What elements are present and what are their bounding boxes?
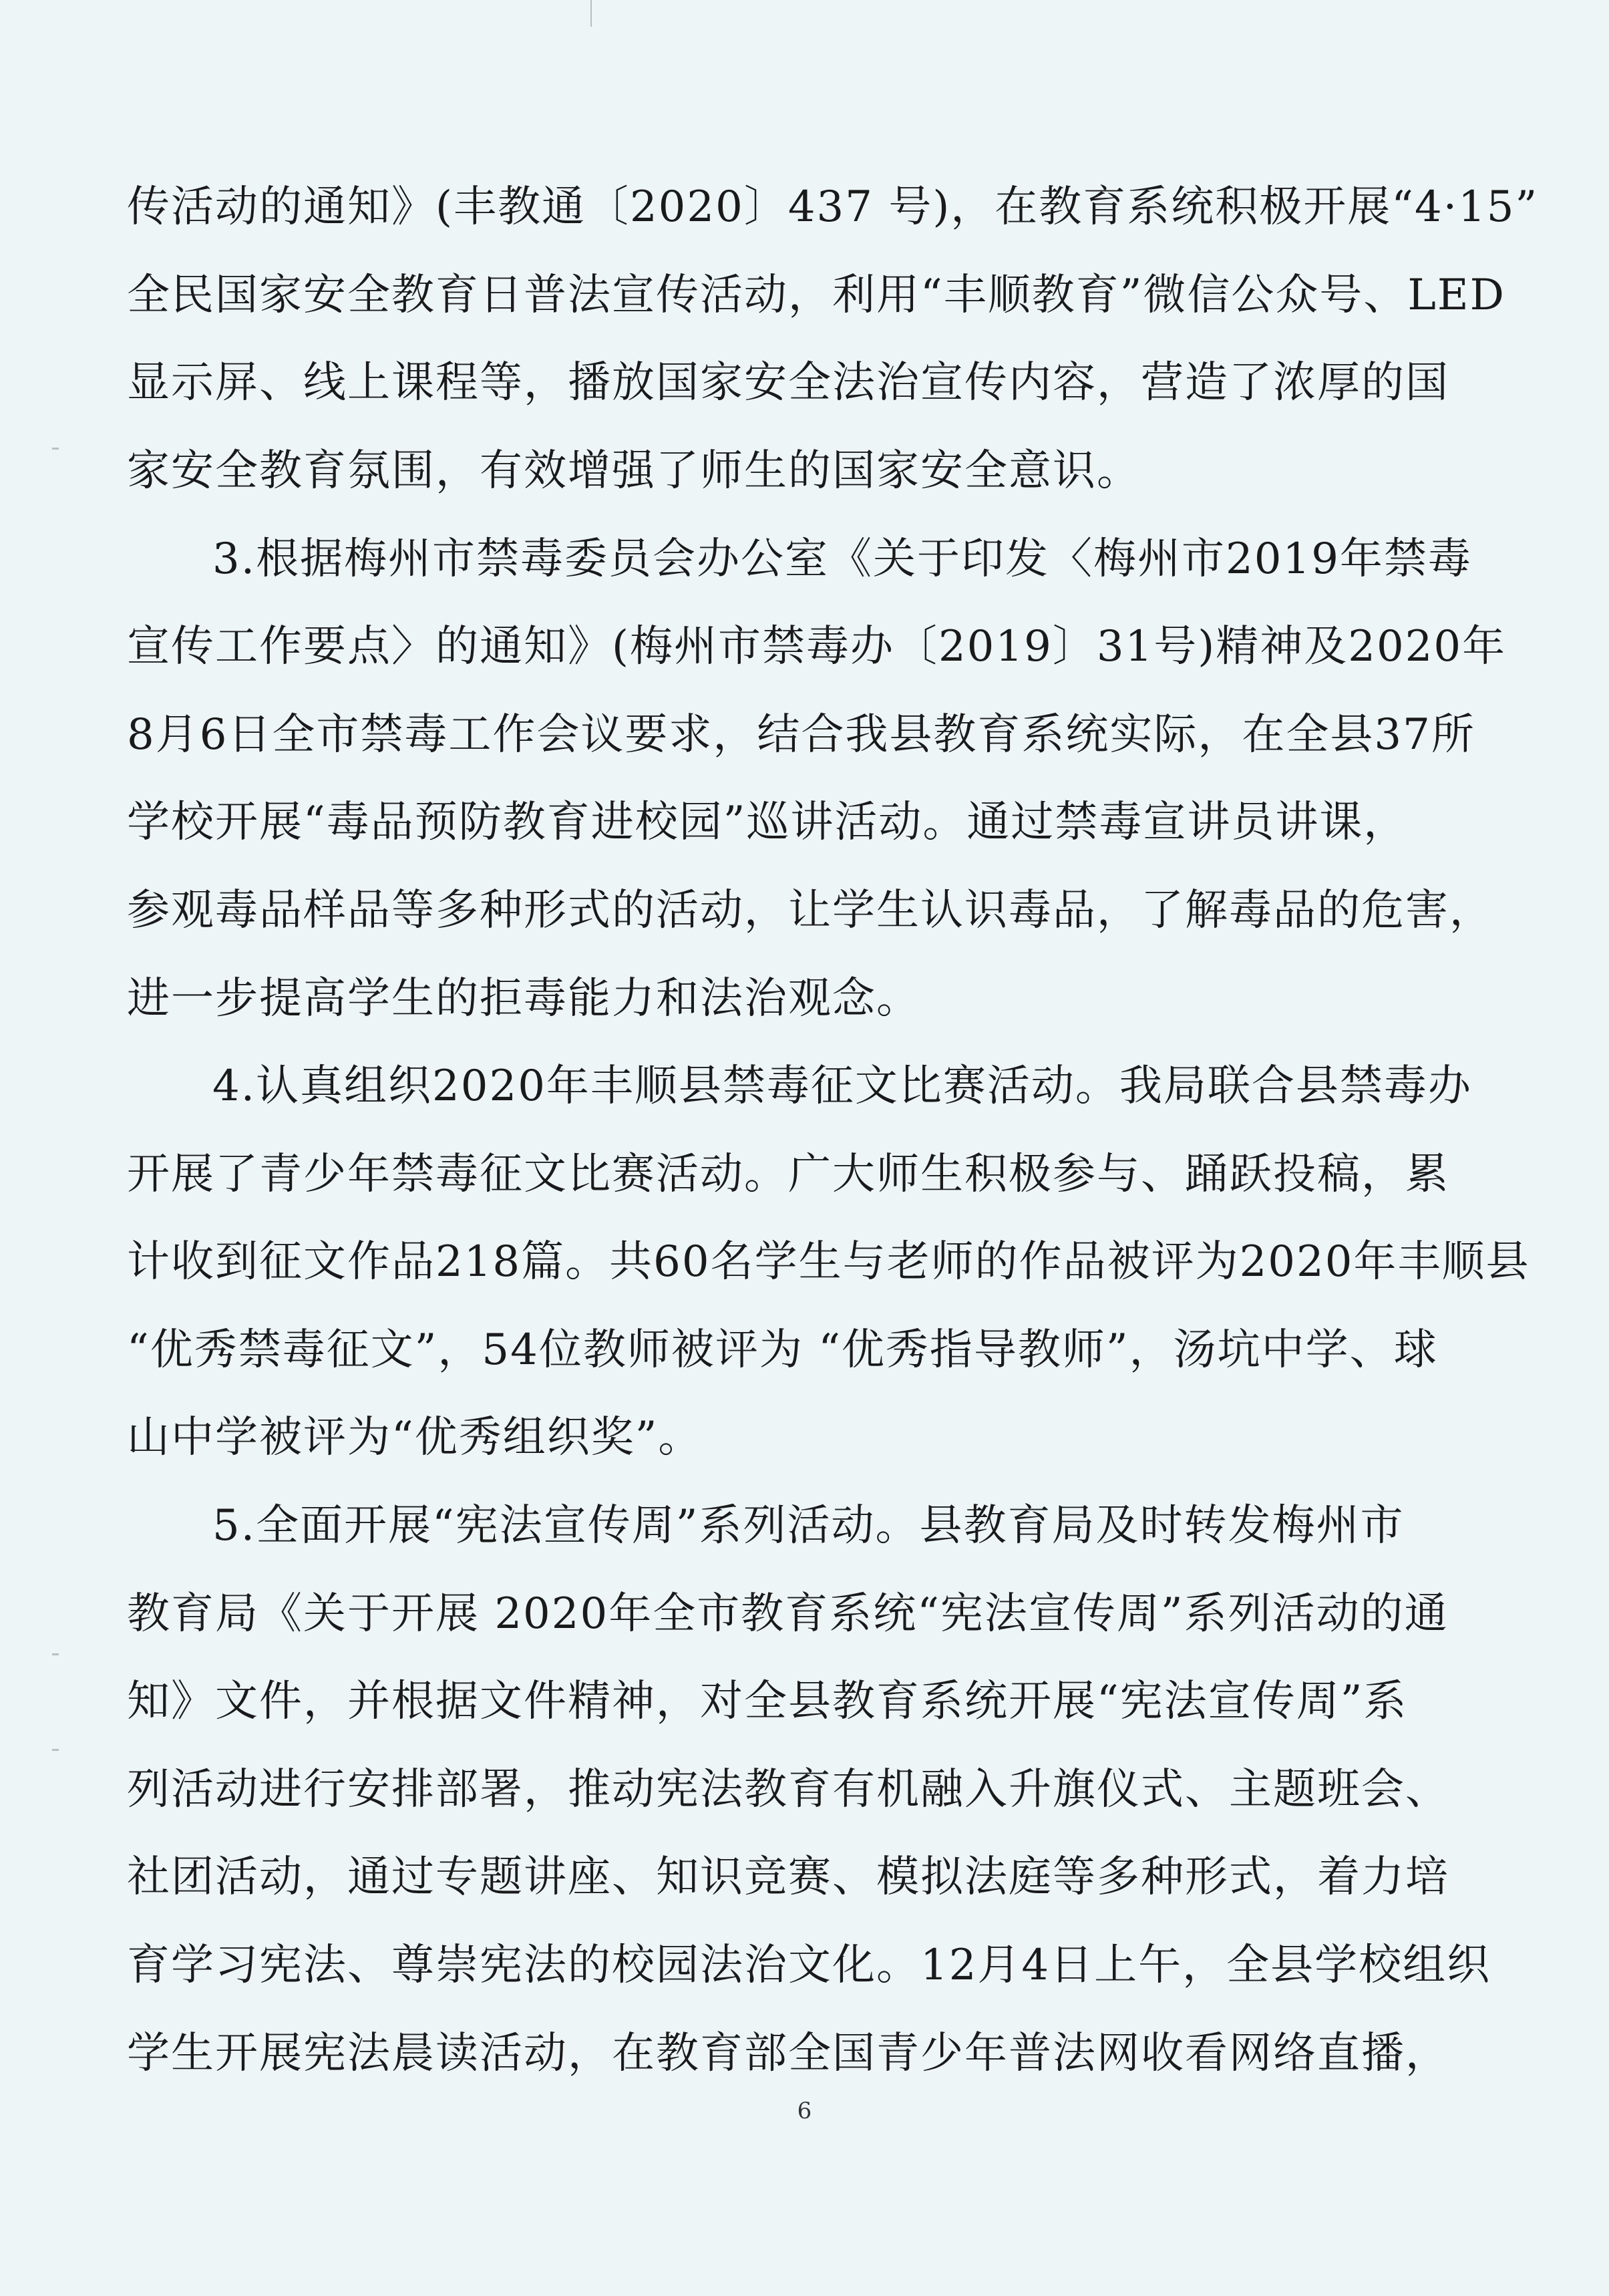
paragraph-line: 8月6日全市禁毒工作会议要求，结合我县教育系统实际，在全县37所 <box>127 710 1475 760</box>
paragraph-line: 列活动进行安排部署，推动宪法教育有机融入升旗仪式、主题班会、 <box>127 1765 1449 1814</box>
paragraph-line: 传活动的通知》(丰教通〔2020〕437 号)，在教育系统积极开展“4·15” <box>127 182 1539 232</box>
paragraph-line: 教育局《关于开展 2020年全市教育系统“宪法宣传周”系列活动的通 <box>127 1589 1449 1639</box>
paragraph-line: 全民国家安全教育日普法宣传活动，利用“丰顺教育”微信公众号、LED <box>127 271 1505 320</box>
scan-mark <box>52 1653 59 1655</box>
scan-mark <box>590 0 592 27</box>
paragraph-line: 学生开展宪法晨读活动，在教育部全国青少年普法网收看网络直播， <box>127 2029 1449 2078</box>
paragraph-line: 社团活动，通过专题讲座、知识竞赛、模拟法庭等多种形式，着力培 <box>127 1852 1449 1902</box>
paragraph-line: 宣传工作要点〉的通知》(梅州市禁毒办〔2019〕31号)精神及2020年 <box>127 622 1507 671</box>
scan-mark <box>52 1749 59 1751</box>
paragraph-line: 参观毒品样品等多种形式的活动，让学生认识毒品，了解毒品的危害， <box>127 886 1493 935</box>
scan-mark <box>52 448 59 450</box>
paragraph-line: 育学习宪法、尊崇宪法的校园法治文化。12月4日上午，全县学校组织 <box>127 1941 1491 1990</box>
paragraph-line: 学校开展“毒品预防教育进校园”巡讲活动。通过禁毒宣讲员讲课， <box>127 798 1408 847</box>
paragraph-line: “优秀禁毒征文”，54位教师被评为 “优秀指导教师”，汤坑中学、球 <box>127 1325 1438 1375</box>
paragraph-line: 显示屏、线上课程等，播放国家安全法治宣传内容，营造了浓厚的国 <box>127 358 1449 407</box>
paragraph-line: 5.全面开展“宪法宣传周”系列活动。县教育局及时转发梅州市 <box>212 1501 1405 1550</box>
paragraph-line: 开展了青少年禁毒征文比赛活动。广大师生积极参与、踊跃投稿，累 <box>127 1150 1449 1199</box>
paragraph-line: 4.认真组织2020年丰顺县禁毒征文比赛活动。我局联合县禁毒办 <box>212 1061 1472 1111</box>
page-number: 6 <box>797 2098 812 2124</box>
paragraph-line: 山中学被评为“优秀组织奖”。 <box>127 1413 703 1462</box>
paragraph-line: 进一步提高学生的拒毒能力和法治观念。 <box>127 974 920 1023</box>
paragraph-line: 3.根据梅州市禁毒委员会办公室《关于印发〈梅州市2019年禁毒 <box>212 534 1472 584</box>
paragraph-line: 计收到征文作品218篇。共60名学生与老师的作品被评为2020年丰顺县 <box>127 1237 1530 1287</box>
paragraph-line: 家安全教育氛围，有效增强了师生的国家安全意识。 <box>127 446 1141 496</box>
paragraph-line: 知》文件，并根据文件精神，对全县教育系统开展“宪法宣传周”系 <box>127 1677 1408 1726</box>
